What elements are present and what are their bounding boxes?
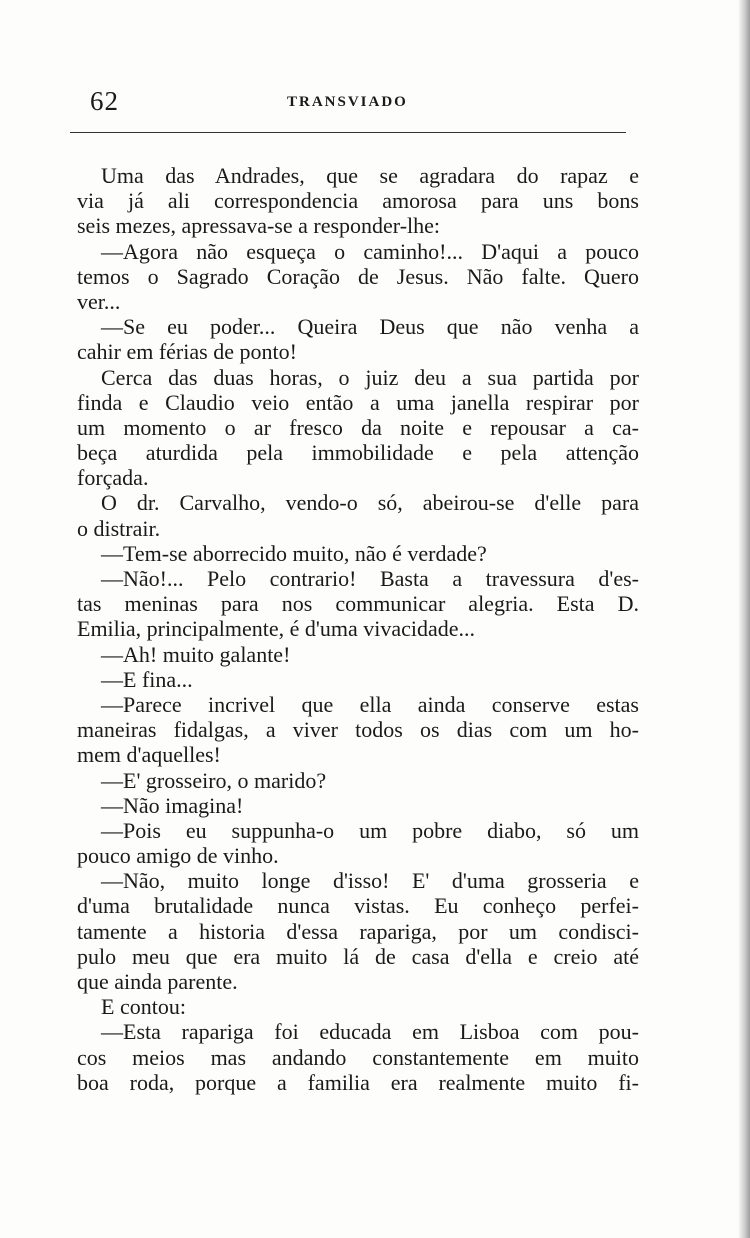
text-line: Emilia, principalmente, é d'uma vivacidade...: [77, 616, 475, 642]
text-line: cahir em férias de ponto!: [77, 339, 297, 365]
text-line: via já ali correspondencia amorosa para uns bons: [77, 188, 639, 214]
text-line: —Se eu poder... Queira Deus que não venha a: [101, 314, 639, 340]
body-text: [77, 163, 639, 1095]
text-line: pulo meu que era muito lá de casa d'ella e creio até: [77, 943, 639, 969]
text-line: —Parece incrivel que ella ainda conserve estas: [101, 691, 639, 717]
text-line: —Não imagina!: [101, 792, 244, 818]
text-line: E contou:: [101, 994, 186, 1020]
text-line: d'uma brutalidade nunca vistas. Eu conheço perfei-: [77, 893, 639, 919]
text-line: —E' grosseiro, o marido?: [101, 767, 327, 793]
text-line: cos meios mas andando constantemente em muito: [77, 1044, 639, 1070]
text-line: beça aturdida pela immobilidade e pela attenção: [77, 440, 639, 466]
page-header: [80, 84, 640, 124]
text-line: tamente a historia d'essa rapariga, por um condisci-: [77, 918, 639, 944]
text-line: mem d'aquelles!: [77, 742, 221, 768]
text-line: —Esta rapariga foi educada em Lisboa com pou-: [101, 1019, 639, 1045]
text-line: seis mezes, apressava-se a responder-lhe:: [77, 213, 441, 239]
text-line: —Pois eu suppunha-o um pobre diabo, só um: [101, 817, 639, 843]
text-line: —Tem-se aborrecido muito, não é verdade?: [101, 540, 487, 566]
text-line: —Ah! muito galante!: [101, 641, 291, 667]
text-line: —Agora não esqueça o caminho!... D'aqui a pouco: [101, 238, 639, 264]
text-line: tas meninas para nos communicar alegria. Esta D.: [77, 591, 639, 617]
running-title: TRANSVIADO: [287, 94, 408, 110]
text-line: que ainda parente.: [77, 969, 238, 994]
text-line: —Não!... Pelo contrario! Basta a travessura d'es-: [101, 566, 639, 591]
text-line: forçada.: [77, 465, 149, 491]
text-line: temos o Sagrado Coração de Jesus. Não falte. Quero: [77, 263, 639, 289]
text-line: —Não, muito longe d'isso! E' d'uma grosseria e: [101, 868, 639, 894]
text-line: Uma das Andrades, que se agradara do rapaz e: [101, 163, 639, 188]
text-line: ver...: [77, 288, 121, 314]
text-line: Cerca das duas horas, o juiz deu a sua partida por: [101, 364, 639, 390]
text-line: finda e Claudio veio então a uma janella respirar por: [77, 389, 639, 415]
text-line: pouco amigo de vinho.: [77, 843, 279, 869]
page-number: 62: [90, 86, 119, 116]
text-line: —E fina...: [101, 666, 193, 692]
page-edge-shadow: [738, 0, 750, 1238]
text-line: O dr. Carvalho, vendo-o só, abeirou-se d'elle para: [101, 490, 639, 516]
text-line: boa roda, porque a familia era realmente muito fi-: [77, 1069, 639, 1095]
header-rule: [70, 132, 626, 133]
text-line: um momento o ar fresco da noite e repousar a ca-: [77, 414, 639, 440]
text-line: o distrair.: [77, 515, 161, 541]
text-line: maneiras fidalgas, a viver todos os dias com um ho-: [77, 717, 639, 743]
